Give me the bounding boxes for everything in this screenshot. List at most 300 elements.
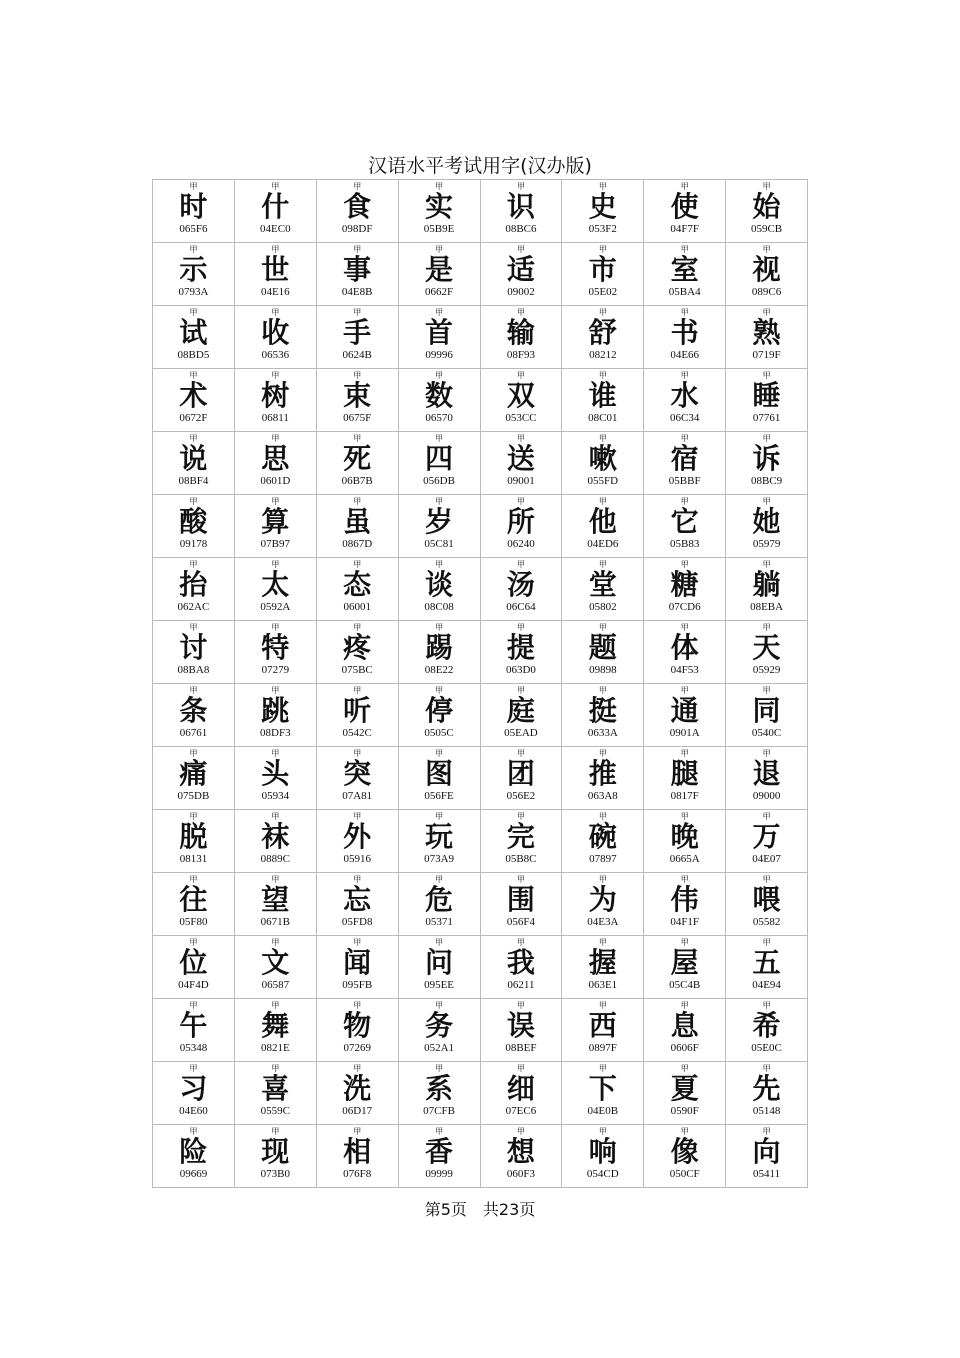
character-cell [644,621,726,684]
level-label: 甲 [516,371,525,380]
unicode-code: 04E16 [260,286,290,298]
unicode-code: 073A9 [424,853,455,865]
character: 汤 [506,568,535,601]
character-cell [480,180,562,243]
unicode-code: 06570 [425,412,453,424]
level-label: 甲 [516,497,525,506]
level-label: 甲 [271,371,280,380]
character: 始 [752,190,781,223]
character: 宿 [670,442,699,475]
level-label: 甲 [353,938,362,947]
character: 实 [425,190,454,223]
level-label: 甲 [435,686,444,695]
character: 体 [670,631,699,664]
character: 示 [179,253,208,286]
character-cell [726,243,808,306]
unicode-code: 0867D [342,538,373,550]
character: 束 [343,379,372,412]
character-cell [644,1125,726,1188]
character-cell [726,936,808,999]
character: 说 [179,442,208,475]
character: 试 [179,316,208,349]
character-cell [726,180,808,243]
level-label: 甲 [271,434,280,443]
unicode-code: 06211 [507,979,535,991]
character-cell [480,495,562,558]
character: 树 [261,379,290,412]
character: 现 [261,1135,290,1168]
table-row [153,432,808,495]
unicode-code: 0672F [179,412,208,424]
character: 文 [261,946,290,979]
character-cell [316,558,398,621]
unicode-code: 04E66 [670,349,700,361]
character-cell [316,369,398,432]
character-cell [398,810,480,873]
character: 危 [425,883,454,916]
unicode-code: 05B8C [505,853,537,865]
level-label: 甲 [680,1001,689,1010]
level-label: 甲 [435,938,444,947]
character-cell [398,369,480,432]
character-cell [153,432,235,495]
character: 疼 [343,631,372,664]
character: 碗 [588,820,617,853]
character-cell [398,180,480,243]
character: 她 [752,505,781,538]
unicode-code: 06D17 [342,1105,373,1117]
character: 玩 [425,820,454,853]
unicode-code: 0559C [260,1105,290,1117]
level-label: 甲 [598,1064,607,1073]
character-cell [316,1125,398,1188]
character: 险 [179,1135,208,1168]
unicode-code: 04E60 [179,1105,208,1117]
table-row [153,1062,808,1125]
unicode-code: 0817F [670,790,699,802]
character: 误 [506,1009,535,1042]
character: 事 [343,253,372,286]
level-label: 甲 [762,434,771,443]
unicode-code: 063E1 [588,979,618,991]
level-label: 甲 [435,308,444,317]
unicode-code: 05C81 [424,538,454,550]
level-label: 甲 [271,1001,280,1010]
character: 完 [506,820,535,853]
page-footer: 第5页 共23页 [424,1200,536,1219]
level-label: 甲 [189,371,198,380]
level-label: 甲 [353,497,362,506]
unicode-code: 09178 [179,538,208,550]
character-cell [644,495,726,558]
character-cell [562,936,644,999]
character-cell [644,873,726,936]
level-label: 甲 [762,875,771,884]
character: 挺 [588,694,617,727]
character-cell [316,873,398,936]
unicode-code: 04F53 [670,664,699,676]
character: 算 [261,505,290,538]
level-label: 甲 [353,308,362,317]
unicode-code: 05348 [179,1042,208,1054]
character-cell [398,1125,480,1188]
character: 太 [261,568,290,601]
character-cell [644,369,726,432]
level-label: 甲 [435,1127,444,1136]
character-cell [562,873,644,936]
level-label: 甲 [762,938,771,947]
level-label: 甲 [435,182,444,191]
page-title: 汉语水平考试用字(汉办版) [368,155,592,177]
unicode-code: 053CC [505,412,537,424]
character: 死 [343,442,372,475]
level-label: 甲 [516,560,525,569]
character-cell [480,810,562,873]
level-label: 甲 [598,560,607,569]
unicode-code: 07CFB [423,1105,455,1117]
character-cell [398,1062,480,1125]
unicode-code: 0671B [260,916,290,928]
level-label: 甲 [680,1127,689,1136]
unicode-code: 055FD [587,475,619,487]
character: 细 [506,1072,535,1105]
level-label: 甲 [762,812,771,821]
character-cell [644,747,726,810]
table-row [153,1125,808,1188]
table-row [153,621,808,684]
level-label: 甲 [353,623,362,632]
unicode-code: 05979 [752,538,781,550]
character-cell [153,180,235,243]
character: 务 [425,1009,454,1042]
character-cell [562,243,644,306]
unicode-code: 05E0C [751,1042,782,1054]
character-cell [398,495,480,558]
character-cell [726,621,808,684]
unicode-code: 056E2 [506,790,536,802]
unicode-code: 04E07 [752,853,781,865]
character-cell [153,810,235,873]
unicode-code: 05929 [752,664,781,676]
level-label: 甲 [680,371,689,380]
unicode-code: 06587 [261,979,290,991]
character-cell [234,936,316,999]
character: 酸 [179,505,208,538]
level-label: 甲 [353,182,362,191]
character: 史 [588,190,617,223]
character: 糖 [670,568,699,601]
unicode-code: 06811 [261,412,289,424]
character-cell [726,684,808,747]
character-cell [726,873,808,936]
character-cell [234,810,316,873]
character-cell [480,999,562,1062]
level-label: 甲 [435,560,444,569]
table-row [153,495,808,558]
character: 嗽 [588,442,617,475]
unicode-code: 05582 [752,916,781,928]
unicode-code: 04ED6 [587,538,619,550]
character: 送 [506,442,535,475]
unicode-code: 063A8 [587,790,618,802]
level-label: 甲 [762,749,771,758]
unicode-code: 04F1F [670,916,700,928]
level-label: 甲 [680,182,689,191]
unicode-code: 08C01 [588,412,618,424]
character: 伟 [670,883,699,916]
level-label: 甲 [598,686,607,695]
character-cell [398,873,480,936]
character: 书 [670,316,699,349]
character-cell [234,621,316,684]
unicode-code: 05802 [589,601,617,613]
unicode-code: 08BF4 [178,475,209,487]
level-label: 甲 [271,623,280,632]
character-cell [480,747,562,810]
character: 通 [670,694,699,727]
unicode-code: 0624B [342,349,372,361]
unicode-code: 06761 [179,727,208,739]
unicode-code: 0505C [424,727,454,739]
level-label: 甲 [680,749,689,758]
character-cell [726,369,808,432]
character: 屋 [670,946,699,979]
unicode-code: 054CD [586,1168,619,1180]
level-label: 甲 [680,560,689,569]
character-cell [153,936,235,999]
level-label: 甲 [516,686,525,695]
character-cell [726,1062,808,1125]
level-label: 甲 [598,1127,607,1136]
character: 提 [506,631,535,664]
level-label: 甲 [762,1127,771,1136]
character: 物 [343,1009,372,1042]
level-label: 甲 [680,686,689,695]
level-label: 甲 [598,434,607,443]
level-label: 甲 [189,623,198,632]
character-cell [316,684,398,747]
level-label: 甲 [598,245,607,254]
character-cell [726,999,808,1062]
unicode-code: 05148 [752,1105,781,1117]
character-cell [234,306,316,369]
level-label: 甲 [598,308,607,317]
character: 思 [261,442,290,475]
unicode-code: 095EE [424,979,455,991]
character: 双 [506,379,535,412]
character: 踢 [425,631,454,664]
unicode-code: 08DF3 [260,727,291,739]
character-cell [153,243,235,306]
character-cell [234,432,316,495]
unicode-code: 09000 [752,790,781,802]
table-row [153,810,808,873]
character-cell [316,810,398,873]
character-cell [153,684,235,747]
character: 系 [425,1072,454,1105]
unicode-code: 06240 [507,538,535,550]
level-label: 甲 [189,1001,198,1010]
unicode-code: 04E94 [752,979,781,991]
character: 希 [752,1009,781,1042]
unicode-code: 0540C [751,727,782,739]
unicode-code: 05411 [753,1168,781,1180]
character-cell [644,243,726,306]
character-table [152,179,808,1188]
character-cell [562,369,644,432]
table-row [153,936,808,999]
character: 喂 [752,883,781,916]
character-cell [316,747,398,810]
unicode-code: 0675F [343,412,372,424]
character-cell [644,684,726,747]
unicode-code: 09001 [507,475,535,487]
character-cell [480,243,562,306]
level-label: 甲 [435,1064,444,1073]
unicode-code: 095FB [342,979,373,991]
level-label: 甲 [271,1064,280,1073]
unicode-code: 065F6 [179,223,208,235]
level-label: 甲 [762,686,771,695]
unicode-code: 05BA4 [668,286,701,298]
unicode-code: 06C64 [506,601,536,613]
unicode-code: 04E3A [587,916,619,928]
level-label: 甲 [680,623,689,632]
unicode-code: 098DF [341,223,373,235]
level-label: 甲 [516,875,525,884]
character-cell [480,873,562,936]
character: 识 [506,190,535,223]
level-label: 甲 [762,497,771,506]
character-cell [398,432,480,495]
character: 所 [506,505,535,538]
unicode-code: 0633A [587,727,618,739]
character-cell [234,369,316,432]
level-label: 甲 [271,182,280,191]
character: 忘 [343,883,372,916]
character-cell [316,1062,398,1125]
character: 世 [261,253,290,286]
character-cell [480,558,562,621]
character-cell [726,747,808,810]
character: 五 [752,946,781,979]
level-label: 甲 [680,497,689,506]
character-cell [398,747,480,810]
table-row [153,369,808,432]
character: 万 [752,820,781,853]
character-cell [153,999,235,1062]
character-cell [153,621,235,684]
character: 望 [261,883,290,916]
level-label: 甲 [680,434,689,443]
character-cell [234,243,316,306]
unicode-code: 07897 [589,853,617,865]
unicode-code: 07279 [261,664,290,676]
level-label: 甲 [762,560,771,569]
level-label: 甲 [598,497,607,506]
level-label: 甲 [271,308,280,317]
character-cell [316,495,398,558]
character: 相 [343,1135,372,1168]
unicode-code: 04E0B [587,1105,619,1117]
character-cell [480,306,562,369]
unicode-code: 052A1 [424,1042,455,1054]
character: 庭 [506,694,535,727]
unicode-code: 08BC9 [750,475,783,487]
level-label: 甲 [598,371,607,380]
unicode-code: 05B9E [423,223,455,235]
unicode-code: 07B97 [260,538,290,550]
table-row [153,243,808,306]
unicode-code: 09996 [425,349,453,361]
level-label: 甲 [598,938,607,947]
character-cell [726,558,808,621]
level-label: 甲 [516,623,525,632]
character: 香 [425,1135,454,1168]
character-cell [398,936,480,999]
unicode-code: 05BBF [668,475,701,487]
character: 洗 [343,1072,372,1105]
unicode-code: 0665A [669,853,700,865]
character: 位 [179,946,208,979]
character-cell [480,684,562,747]
character-cell [234,747,316,810]
unicode-code: 08C08 [424,601,454,613]
character-cell [562,747,644,810]
level-label: 甲 [435,623,444,632]
character: 它 [670,505,699,538]
unicode-code: 08BC6 [505,223,537,235]
level-label: 甲 [598,623,607,632]
character: 首 [425,316,454,349]
level-label: 甲 [435,434,444,443]
character: 往 [179,883,208,916]
level-label: 甲 [435,245,444,254]
character: 输 [506,316,535,349]
level-label: 甲 [271,749,280,758]
unicode-code: 05B83 [670,538,700,550]
character-cell [153,369,235,432]
character-cell [480,1062,562,1125]
unicode-code: 089C6 [751,286,782,298]
character: 闻 [343,946,372,979]
character: 数 [425,379,454,412]
unicode-code: 075DB [177,790,210,802]
unicode-code: 0592A [260,601,291,613]
character-cell [644,180,726,243]
level-label: 甲 [189,308,198,317]
level-label: 甲 [435,371,444,380]
character: 舒 [588,316,617,349]
character: 什 [261,190,290,223]
unicode-code: 073B0 [260,1168,290,1180]
unicode-code: 05EAD [504,727,538,739]
character: 讨 [179,631,208,664]
character: 图 [425,757,454,790]
level-label: 甲 [189,245,198,254]
unicode-code: 059CB [750,223,783,235]
character-cell [480,432,562,495]
character-cell [398,621,480,684]
unicode-code: 056F4 [506,916,535,928]
character-cell [234,558,316,621]
character-cell [316,936,398,999]
unicode-code: 05C4B [669,979,701,991]
character-cell [153,306,235,369]
table-row [153,684,808,747]
character-cell [562,1125,644,1188]
unicode-code: 050CF [669,1168,700,1180]
